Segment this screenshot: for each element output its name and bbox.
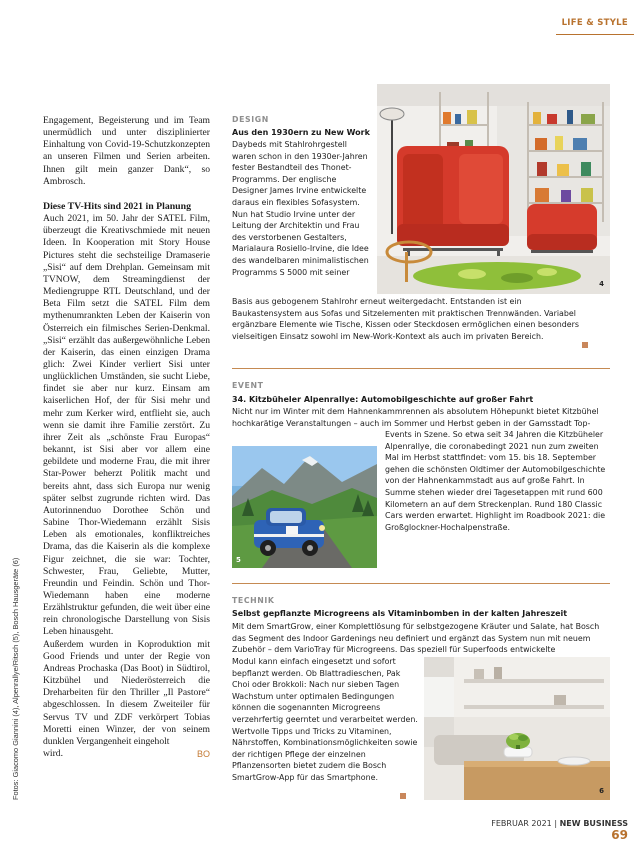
- event-text-narrow: Events in Szene. So etwa seit 34 Jahren die Kitzbüheler Alpenrallye, die coronabedingt 2021 nun zum zweiten Mal im Herbst stattfindet: vom 15. bis 18. September gehen die schönsten Oldtimer der Automobilgeschichte von der Hahnenkammstadt aus auf große Fahrt. In Summe stehen wieder drei Tagesetappen mit rund 600 Kilometern an auf dem Streckenplan. Rund 180 Classic Cars werden erwartet. Highlight im Roadbook 2021: die Großglockner-Hochalpenstraße.: [385, 430, 606, 532]
- technik-text-wide: Mit dem SmartGrow, einer Komplettlösung für selbstgezogene Kräuter und Salate, hat Bosch das Segment des Indoor Gardenings neu definiert und ergänzt das System nun mit neuem Zubehör – dem VarioTray für Microgreens. Das speziell für Superfoods entwickelte: [232, 622, 600, 655]
- technik-smartgrow-photo: [424, 657, 610, 800]
- footer-magazine-name: NEW BUSINESS: [559, 819, 628, 828]
- event-section-label: EVENT: [232, 381, 264, 390]
- sofa-illustration: [377, 84, 610, 294]
- design-text-narrow: Daybeds mit Stahlrohrgestell waren schon in den 1930er-Jahren fester Bestandteil des Thonet-Programms. Der englische Designer James Irvine entwickelte daraus ein flexibles Sofasystem. Nun hat Studio Irvine unter der Leitung der Architektin und Frau des verstorbenen Gestalters, Marialaura Rosiello-Irvine, die Idee des wandelbaren minimalistischen Programms S 5000 mit seiner: [232, 140, 369, 277]
- left-article-column: [43, 115, 210, 760]
- left-paragraph-2: Auch 2021, im 50. Jahr der SATEL Film, überzeugt die Kreativschmiede mit neuen Ideen. In Kooperation mit Story House Pictures steht die sechsteilige Dramaserie „Sisi“ auf dem Drehplan. Gemeinsam mit TVNOW, dem Streamingdienst der Mediengruppe RTL Deutschland, und der Beta Film setzt die SATEL Film dem mythenumrankten Leben der Kaiserin von Österreich ein filmisches Serien-Denkmal. „Sisi“ erzählt das außergewöhnliche Leben der Kaiserin, das einen einzigen Drama glich: Zwei Kinder verliert Sisi unter unglücklichen Umständen, sie sucht Liebe, findet sie aber nur kurz. Einsam am kaiserlichen Hof, der für Sisi mehr und mehr zum Kerker wird, entflieht sie, auch wenn sie damit ihre Familie zerstört. Zu ihrer Zeit als „schönste Frau Europas“ bekannt, ist Sisi aber vor allem eine gebildete und moderne Frau, die mit ihrer Star-Power beherzt Politik macht und bereits ahnt, dass sich Europa nur wenig später selbst zugrunde richten wird. Das Autorinnenduo Dorothee Schön und Sabine Thor-Wiedemann erzählt Sisis Leben als emotionales, konfliktreiches Drama, das die Kaiserin als die komplexe Figur zeichnet, die sie war: Tochter, Schwester, Frau, Geliebte, Mutter, Freundin und Feindin. Schön und Thor-Wiedemann haben eine moderne Erzählstruktur gefunden, die weit über eine rein chronologische Darstellung von Sisis Leben hinausgeht.: [43, 213, 210, 638]
- event-photo-number: 5: [236, 556, 241, 564]
- author-signature: BO: [196, 749, 210, 760]
- event-rally-photo: [232, 446, 377, 568]
- rally-car-illustration: [232, 446, 377, 568]
- technik-photo-number: 6: [599, 787, 604, 795]
- design-photo-number: 4: [599, 280, 604, 288]
- technik-section-label: TECHNIK: [232, 596, 275, 605]
- design-section-label: DESIGN: [232, 115, 269, 124]
- left-paragraph-3: Außerdem wurden in Koproduktion mit Good Friends und unter der Regie von Andreas Prochaska (Das Boot) in Südtirol, Kitzbühel und Niederösterreich die Dreharbeiten für den Thriller „Il Pastore“ abgeschlossen. In diesem Zweiteiler für Servus TV und ZDF verkörpert Tobias Moretti einen Winzer, der von seinem dunklen Vergangenheit eingeholt: [43, 638, 210, 747]
- left-last-word: wird.: [43, 748, 63, 760]
- photo-credit: Fotos: Giacomo Giannini (4), Alpenrallye/Ritsch (5), Bosch Hausgeräte (6): [11, 557, 20, 800]
- technik-end-mark: [400, 793, 406, 799]
- left-subheading: Diese TV-Hits sind 2021 in Planung: [43, 200, 191, 212]
- page-footer: [478, 819, 628, 842]
- event-divider: [232, 368, 610, 369]
- technik-title: Selbst gepflanzte Microgreens als Vitaminbomben in der kalten Jahreszeit: [232, 609, 568, 618]
- technik-text-narrow: Modul kann einfach eingesetzt und sofort bepflanzt werden. Ob Blattradieschen, Pak Choi oder Brokkoli: Nach nur sieben Tagen Wachstum unter optimalen Bedingungen können die sogenannten Microgreens verzehrfertig geerntet und verarbeitet werden. Wertvolle Tipps und Tricks zu Vitaminen, Nährstoffen, Kombinationsmöglichkeiten sowie der richtigen Pflege der einzelnen Pflanzensorten bietet zudem die Bosch SmartGrow-App für das Smartphone.: [232, 657, 418, 782]
- event-title: 34. Kitzbüheler Alpenrallye: Automobilgeschichte auf großer Fahrt: [232, 395, 534, 404]
- design-sofa-photo: [377, 84, 610, 294]
- left-last-line: [43, 748, 210, 760]
- technik-divider: [232, 583, 610, 584]
- rubric-rule: [556, 34, 634, 35]
- design-title: Aus den 1930ern zu New Work: [232, 128, 370, 137]
- left-paragraph-1: Engagement, Begeisterung und im Team unermüdlich und unter disziplinierter Einhaltung von Covid-19-Schutzkonzepten an unseren Filmen und Serien arbeiten. Ihnen gilt mein ganzer Dank“, so Ambrosch.: [43, 115, 210, 187]
- footer-separator: |: [554, 819, 558, 828]
- design-text-wide: Basis aus gebogenem Stahlrohr erneut weitergedacht. Entstanden ist ein Baukastensystem aus Sofas und Sitzelementen mit praktischen Trennwänden. Variabel ergänzbare Elemente wie Tische, Kissen oder Steckdosen ermöglichen einen besonders vielseitigen Einsatz sowohl im New-Work-Kontext als auch im privaten Bereich.: [232, 297, 579, 341]
- kitchen-illustration: [424, 657, 610, 800]
- event-text-wide: Nicht nur im Winter mit dem Hahnenkammrennen als absolutem Höhepunkt bietet Kitzbühel hochkarätige Veranstaltungen – auch im Sommer und Herbst geben in der Gamsstadt Top-: [232, 407, 599, 428]
- section-rubric: LIFE & STYLE: [561, 18, 628, 28]
- footer-date: FEBRUAR 2021: [491, 819, 552, 828]
- page-number: 69: [611, 828, 628, 842]
- design-end-mark: [582, 342, 588, 348]
